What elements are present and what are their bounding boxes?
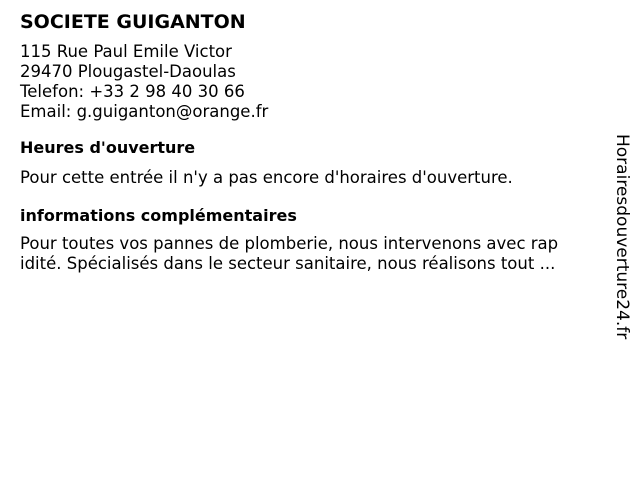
opening-hours-heading: Heures d'ouverture <box>20 138 196 157</box>
additional-info-line-1: Pour toutes vos pannes de plomberie, nous intervenons avec rap <box>20 234 559 253</box>
company-name: SOCIETE GUIGANTON <box>20 11 246 33</box>
additional-info-heading: informations complémentaires <box>20 206 297 225</box>
email-address: Email: g.guiganton@orange.fr <box>20 102 269 121</box>
street-address: 115 Rue Paul Emile Victor <box>20 42 232 61</box>
additional-info-line-2: idité. Spécialisés dans le secteur sanitaire, nous réalisons tout ... <box>20 254 556 273</box>
site-brand-vertical: Horairesdouverture24.fr <box>612 134 632 340</box>
additional-info-text <box>20 234 595 274</box>
opening-hours-text: Pour cette entrée il n'y a pas encore d'horaires d'ouverture. <box>20 168 513 187</box>
business-card <box>20 8 595 274</box>
phone-number: Telefon: +33 2 98 40 30 66 <box>20 82 245 101</box>
city-postcode: 29470 Plougastel-Daoulas <box>20 62 236 81</box>
contact-block <box>20 42 595 122</box>
